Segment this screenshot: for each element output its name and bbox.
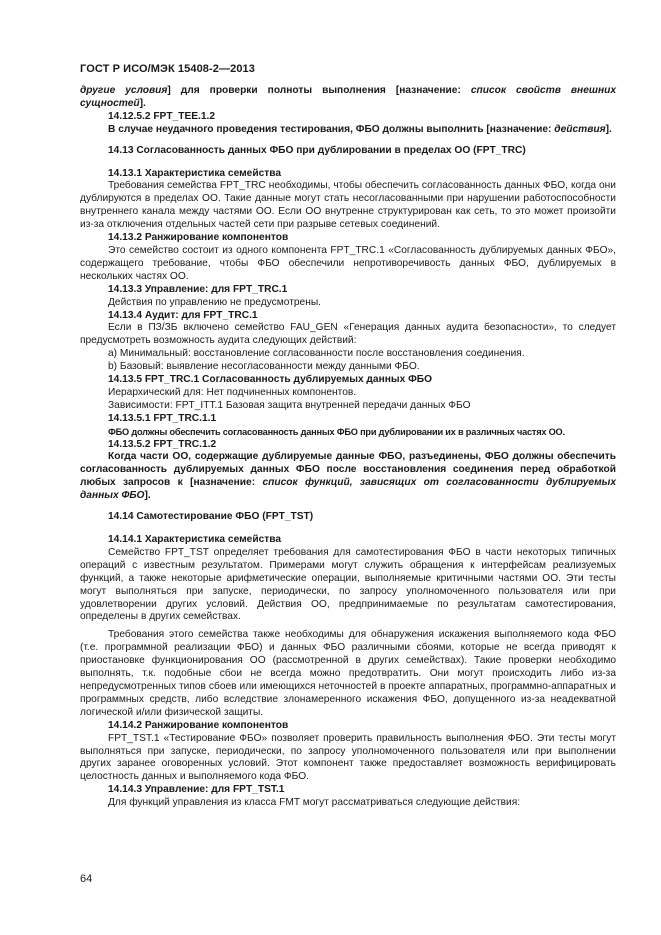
- paragraph: FPT_TST.1 «Тестирование ФБО» позволяет проверить правильность выполнения ФБО. Эти тесты могут выполняться при запуске, периодически, по запросу уполномоченного пользователя или при выполнении других заранее оговоренных условий. Этот компонент также предоставляет возможность верифицировать целостность данных и выполняемого кода ФБО.: [80, 732, 616, 783]
- paragraph: Семейство FPT_TST определяет требования для самотестирования ФБО в части некоторых типичных операций с известным результатом. Примерами могут служить обращения к интерфейсам реализуемых функций, а также некоторые арифметические операции, выполняемые критичными частями ОО. Эти тесты могут выполняться при запуске, периодически, по запросу уполномоченного пользователя или при удовлетворении других условий. Действия ОО, предпринимаемые по результатам самотестирования, определены в других семействах.: [80, 546, 616, 623]
- page-number: 64: [80, 873, 93, 885]
- heading-14-13-1: 14.13.1 Характеристика семейства: [108, 167, 282, 179]
- heading-14-13-5-1: 14.13.5.1 FPT_TRC.1.1: [108, 412, 217, 424]
- requirement-paragraph: В случае неудачного проведения тестирования, ФБО должны выполнить [назначение: действия].: [108, 123, 612, 135]
- italic-text: список функций, зависящих от согласованности дублируемых данных ФБО: [80, 477, 616, 502]
- page-header: ГОСТ Р ИСО/МЭК 15408-2—2013: [80, 63, 255, 75]
- paragraph: Если в ПЗ/ЗБ включено семейство FAU_GEN «Генерация данных аудита безопасности», то следует предусмотреть возможность аудита следующих действий:: [80, 322, 616, 347]
- heading-14-13-5-2: 14.13.5.2 FPT_TRC.1.2: [108, 438, 217, 450]
- paragraph: Требования этого семейства также необходимы для обнаружения искажения выполняемого кода ФБО (т.е. программной реализации ФБО) и данных ФБО различными сбоями, которые не всегда приводят к приостановке функционирования ОО (рассмотренной в других семействах). Такие проверки необходимо выполнять, т.к. подобные сбои не всегда можно предотвратить. Они могут происходить либо из-за непредусмотренных типов сбоев или имеющихся неточностей в проекте аппаратных, программно-аппаратных и программных средств, либо вследствие злонамеренного искажения ФБО, допущенного из-за неадекватной логической и/или физической защиты.: [80, 629, 616, 718]
- section-heading-14-14: 14.14 Самотестирование ФБО (FPT_TST): [108, 511, 314, 523]
- list-item: a) Минимальный: восстановление согласованности после восстановления соединения.: [108, 348, 525, 360]
- section-heading-14-13: 14.13 Согласованность данных ФБО при дублировании в пределах ОО (FPT_TRC): [108, 144, 526, 156]
- requirement-paragraph: Когда части ОО, содержащие дублируемые данные ФБО, разъединены, ФБО должны обеспечить согласованность дублируемых данных ФБО после восстановления соединения перед обработкой любых запросов к [назначение: список функций, зависящих от согласованности дублируемых данных ФБО].: [80, 451, 616, 502]
- paragraph: Действия по управлению не предусмотрены.: [108, 296, 321, 308]
- heading-14-14-1: 14.14.1 Характеристика семейства: [108, 534, 282, 545]
- heading-14-14-2: 14.14.2 Ранжирование компонентов: [108, 719, 289, 731]
- paragraph: Зависимости: FPT_ITT.1 Базовая защита внутренней передачи данных ФБО: [108, 399, 471, 411]
- paragraph: Это семейство состоит из одного компонента FPT_TRC.1 «Согласованность дублируемых данных ФБО», содержащего требование, чтобы ФБО обеспечили непротиворечивость данных ФБО, дублируемых в нескольких частях ОО.: [80, 244, 616, 282]
- italic-text: действия: [554, 123, 606, 135]
- heading-14-14-3: 14.14.3 Управление: для FPT_TST.1: [108, 784, 285, 796]
- list-item: b) Базовый: выявление несогласованности между данными ФБО.: [108, 361, 420, 373]
- heading-14-13-3: 14.13.3 Управление: для FPT_TRC.1: [108, 283, 288, 295]
- italic-text: список свойств внешних сущностей: [80, 85, 616, 109]
- page-content: [80, 85, 616, 810]
- requirement-paragraph: ФБО должны обеспечить согласованность данных ФБО при дублировании их в различных частях ОО.: [108, 426, 565, 437]
- heading-14-13-2: 14.13.2 Ранжирование компонентов: [108, 232, 289, 244]
- paragraph-continuation: другие условия] для проверки полноты выполнения [назначение: список свойств внешних сущностей].: [80, 85, 616, 109]
- heading-14-13-4: 14.13.4 Аудит: для FPT_TRC.1: [108, 309, 258, 321]
- subheading-fpt-tee-1-2: 14.12.5.2 FPT_TEE.1.2: [108, 110, 216, 122]
- paragraph: Для функций управления из класса FMT могут рассматриваться следующие действия:: [108, 797, 521, 809]
- italic-text: другие условия: [80, 85, 168, 96]
- heading-14-13-5: 14.13.5 FPT_TRC.1 Согласованность дублируемых данных ФБО: [108, 374, 433, 386]
- paragraph: Иерархический для: Нет подчиненных компонентов.: [108, 386, 357, 398]
- paragraph: Требования семейства FPT_TRC необходимы, чтобы обеспечить согласованность данных ФБО, когда они дублируются в пределах ОО. Такие данные могут стать несогласованными при нарушении работоспособности внутреннего канала между частями ОО. Если ОО внутренне структурирован как сеть, то это может произойти из-за отключения отдельных частей сети при разрыве сетевых соединений.: [80, 180, 616, 231]
